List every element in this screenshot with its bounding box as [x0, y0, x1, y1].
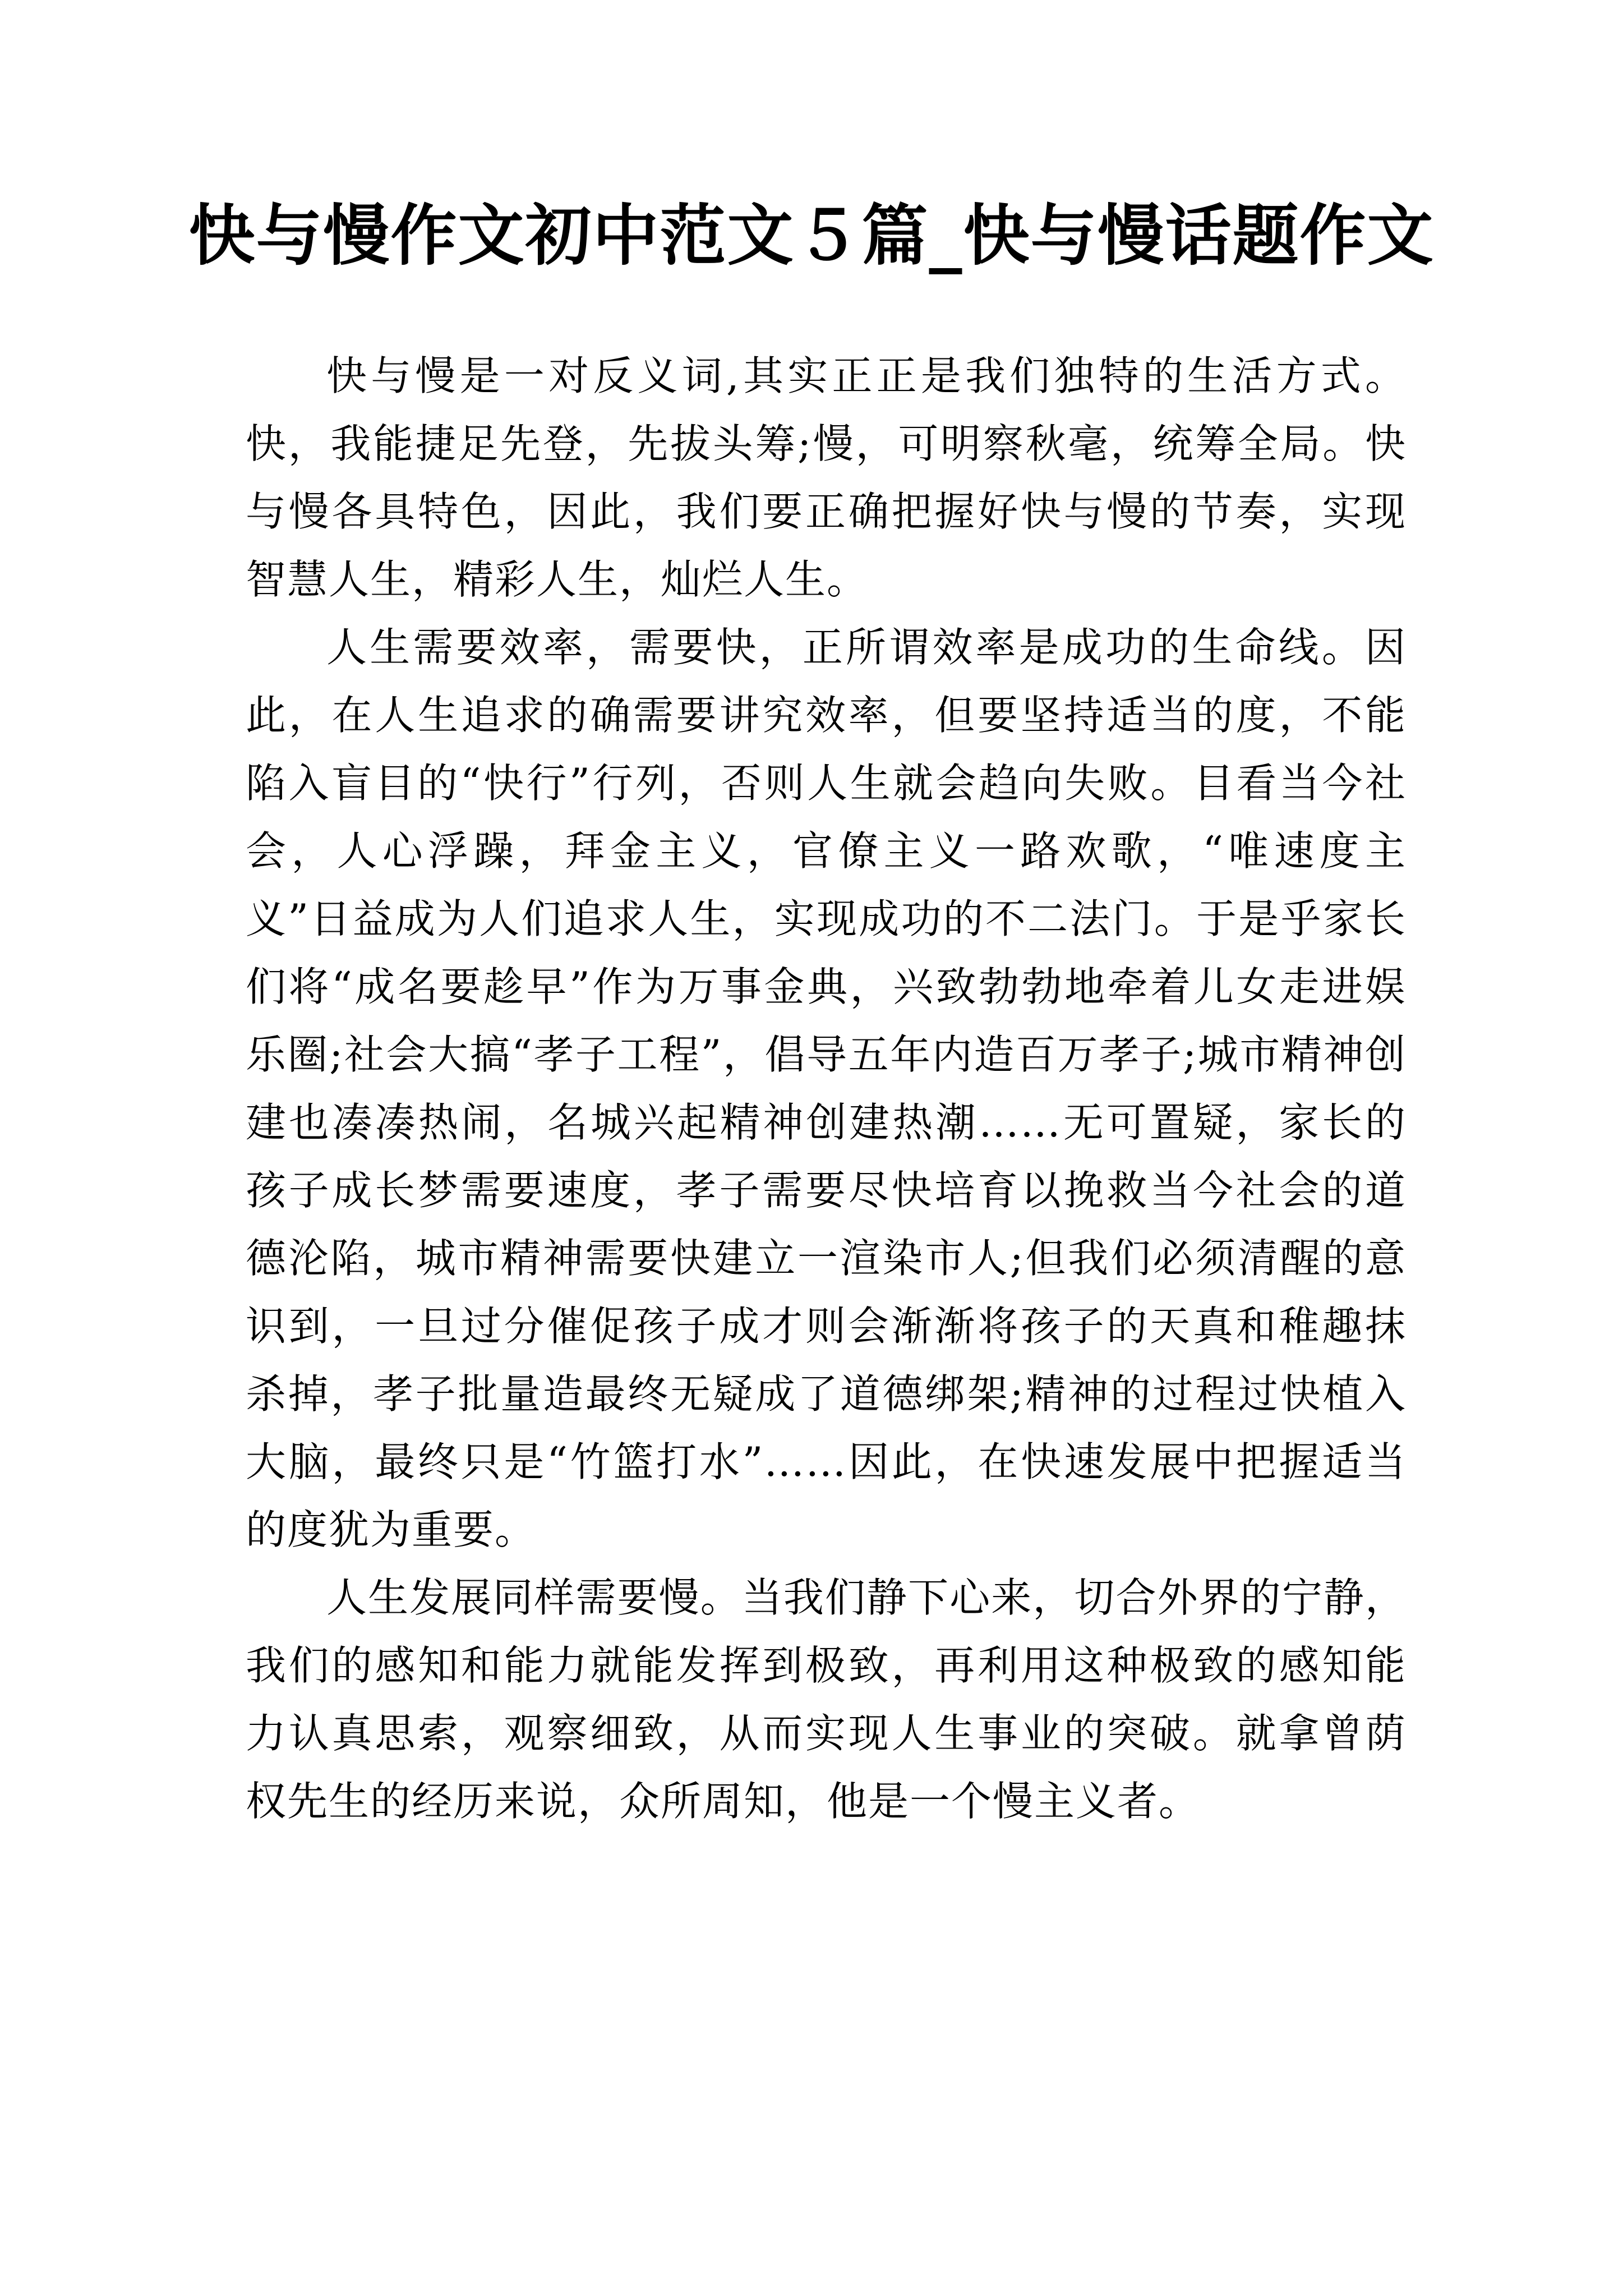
paragraph-1: 快与慢是一对反义词,其实正正是我们独特的生活方式。快，我能捷足先登，先拔头筹;慢，可明察秋毫，统筹全局。快与慢各具特色，因此，我们要正确把握好快与慢的节奏，实现智慧人生，精彩人生，灿烂人生。: [246, 352, 1407, 603]
document-title: 快与慢作文初中范文５篇_快与慢话题作文: [188, 196, 1435, 274]
paragraph-2: 人生需要效率，需要快，正所谓效率是成功的生命线。因此，在人生追求的确需要讲究效率，但要坚持适当的度，不能陷入盲目的“快行”行列，否则人生就会趋向失败。目看当今社会，人心浮躁，拜金主义，官僚主义一路欢歌，“唯速度主义”日益成为人们追求人生，实现成功的不二法门。于是乎家长们将“成名要趁早”作为万事金典，兴致勃勃地牵着儿女走进娱乐圈;社会大搞“孝子工程”，倡导五年内造百万孝子;城市精神创建也凑凑热闹，名城兴起精神创建热潮……无可置疑，家长的孩子成长梦需要速度，孝子需要尽快培育以挽救当今社会的道德沦陷，城市精神需要快建立一渲染市人;但我们必须清醒的意识到，一旦过分催促孩子成才则会渐渐将孩子的天真和稚趣抹杀掉，孝子批量造最终无疑成了道德绑架;精神的过程过快植入大脑，最终只是“竹篮打水”……因此，在快速发展中把握适当的度犹为重要。: [246, 624, 1407, 1553]
document-body: [246, 342, 1407, 1835]
paragraph-3: 人生发展同样需要慢。当我们静下心来，切合外界的宁静，我们的感知和能力就能发挥到极致，再利用这种极致的感知能力认真思索，观察细致，从而实现人生事业的突破。就拿曾荫权先生的经历来说，众所周知，他是一个慢主义者。: [246, 1574, 1407, 1825]
